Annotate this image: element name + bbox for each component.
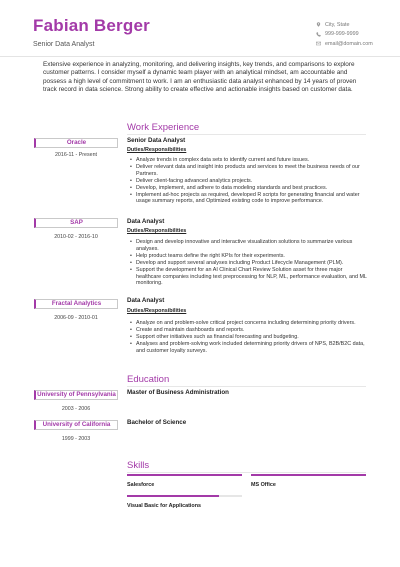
skill-bar <box>127 474 242 476</box>
company-tag-fractal-analytics: Fractal Analytics <box>34 299 118 309</box>
contact-block <box>316 20 396 49</box>
duties-label: Duties/Responsibilities <box>127 147 187 153</box>
candidate-name: Fabian Berger <box>33 16 150 35</box>
job-dates: 2006-09 - 2010-01 <box>54 315 98 321</box>
work-experience-heading: Work Experience <box>127 122 200 133</box>
skill-fill <box>127 495 219 497</box>
list-item: • Develop and support several analyses including Product Lifecycle Management (PLM). <box>136 260 368 267</box>
envelope-icon <box>316 41 321 46</box>
contact-location <box>316 20 396 30</box>
duties-label: Duties/Responsibilities <box>127 308 187 314</box>
work-experience-rule <box>127 134 366 135</box>
job-bullets <box>136 320 368 355</box>
candidate-title: Senior Data Analyst <box>33 41 95 48</box>
contact-phone <box>316 30 396 40</box>
school-tag-california: University of California <box>34 420 118 430</box>
list-item: • Deliver relevant data and insight into products and services to meet the business needs of our Partners. <box>136 164 368 178</box>
company-tag-oracle: Oracle <box>34 138 118 148</box>
location-text: City, State <box>325 21 350 28</box>
job-role: Data Analyst <box>127 218 165 225</box>
list-item: • Help product teams define the right KPIs for their experiments. <box>136 253 368 260</box>
header-divider <box>0 56 400 57</box>
list-item: • Deliver client-facing advanced analytics projects. <box>136 178 368 185</box>
email-text[interactable]: email@domain.com <box>325 40 373 47</box>
education-dates: 1999 - 2003 <box>61 436 91 442</box>
skill-label: MS Office <box>251 482 276 488</box>
skill-bar <box>251 474 366 476</box>
skill-fill <box>127 474 242 476</box>
job-bullets <box>136 157 368 205</box>
location-pin-icon <box>316 22 321 27</box>
company-tag-sap: SAP <box>34 218 118 228</box>
professional-summary: Extensive experience in analyzing, monitoring, and delivering insights, key trends, and comparisons to explore customer patterns. I consider myself a dynamic team player with an analytical mindset, am accountable and possess a high level of commitment to work. I am an enthusiastic data analyst enhanced by 14 years of proven track record in data science. Strong ability to create effective and actionable insights based on customer data. <box>43 61 357 94</box>
education-dates: 2003 - 2006 <box>61 406 91 412</box>
list-item: • Create and maintain dashboards and reports. <box>136 327 368 334</box>
list-item: • Design and develop innovative and interactive visualization solutions to summarize various analyses. <box>136 239 368 253</box>
list-item: • Analyses and problem-solving work included determining priority drivers of NPS, B2B/B2C data, and customer loyalty surveys. <box>136 341 368 355</box>
job-dates: 2010-02 - 2016-10 <box>54 234 98 240</box>
list-item: • Implement ad-hoc projects as required, developed R scripts for generating financial and water usage summary reports, and Optimized existing code to improve performance. <box>136 192 368 206</box>
school-tag-pennsylvania: University of Pennsylvania <box>34 390 118 400</box>
job-role: Data Analyst <box>127 297 165 304</box>
degree: Master of Business Administration <box>127 389 229 396</box>
job-role: Senior Data Analyst <box>127 137 186 144</box>
phone-text: 999-999-9999 <box>325 31 359 38</box>
contact-email <box>316 39 396 49</box>
phone-icon <box>316 32 321 37</box>
skills-heading: Skills <box>127 460 150 471</box>
education-rule <box>127 386 366 387</box>
education-heading: Education <box>127 374 170 385</box>
duties-label: Duties/Responsibilities <box>127 228 187 234</box>
skill-bar <box>127 495 242 497</box>
list-item: • Support other initiatives such as financial forecasting and budgeting. <box>136 334 368 341</box>
list-item: • Support the development for an AI Clinical Chart Review Solution asset for three major healthcare companies including text preprocessing for NLP, ML, performance evaluation, and ML monitoring. <box>136 267 368 288</box>
list-item: • Analyze on and problem-solve critical project concerns including determining priority drivers. <box>136 320 368 327</box>
list-item: • Develop, implement, and adhere to data modeling standards and best practices. <box>136 185 368 192</box>
list-item: • Analyze trends in complex data sets to identify current and future issues. <box>136 157 368 164</box>
job-bullets <box>136 239 368 287</box>
job-dates: 2016-11 - Present <box>54 152 97 158</box>
skill-label: Salesforce <box>127 482 155 488</box>
degree: Bachelor of Science <box>127 419 187 426</box>
skill-label: Visual Basic for Applications <box>127 503 201 509</box>
skills-rule <box>127 472 366 473</box>
skill-fill <box>251 474 366 476</box>
